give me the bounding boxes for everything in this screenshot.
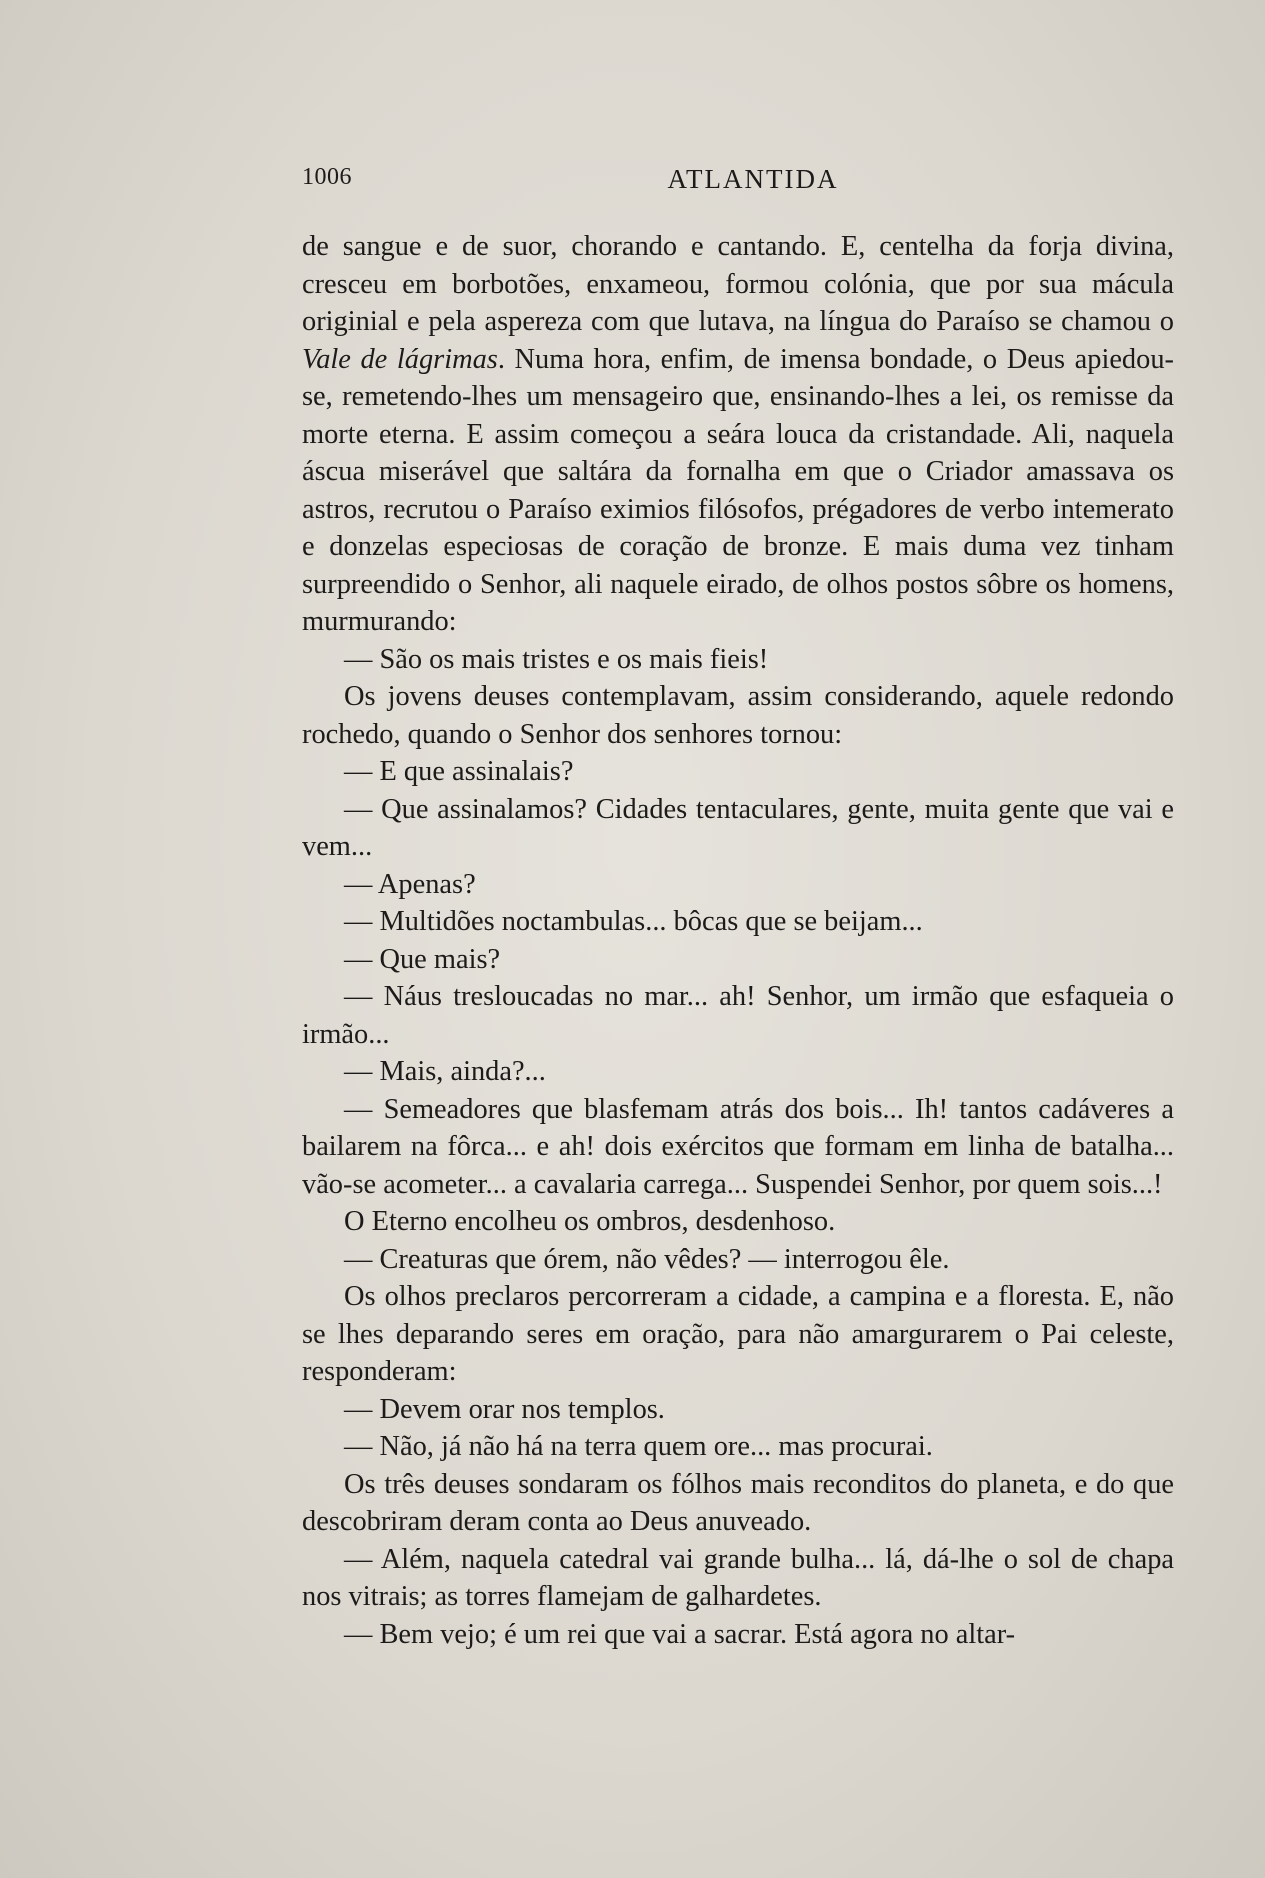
paragraph: O Eterno encolheu os ombros, desdenhoso. <box>344 1206 836 1237</box>
page-header <box>302 164 1164 204</box>
paragraph: Os olhos preclaros percorreram a cidade, a campina e a floresta. E, não se lhes deparando seres em oração, para não amargurarem o Pai celeste, responderam: <box>302 1281 1174 1387</box>
paragraph: Os jovens deuses contemplavam, assim considerando, aquele redondo rochedo, quando o Senhor dos senhores tornou: <box>302 681 1174 750</box>
dialogue-line: — Creaturas que órem, não vêdes? — interrogou êle. <box>344 1243 950 1275</box>
dialogue-line: — Multidões noctambulas... bôcas que se beijam... <box>344 906 923 937</box>
dialogue-line: — Náus tresloucadas no mar... ah! Senhor, um irmão que esfaqueia o irmão... <box>302 981 1174 1050</box>
italic-phrase: Vale de lágrimas <box>302 343 498 375</box>
running-title: ATLANTIDA <box>667 164 839 194</box>
dialogue-line: — Que mais? <box>344 943 501 975</box>
page-number: 1006 <box>302 164 352 190</box>
dialogue-line: — Além, naquela catedral vai grande bulha... lá, dá-lhe o sol de chapa nos vitrais; as torres flamejam de galhardetes. <box>302 1543 1174 1612</box>
dialogue-line: — E que assinalais? <box>344 756 574 787</box>
dialogue-line: — Não, já não há na terra quem ore... mas procurai. <box>344 1431 933 1462</box>
dialogue-line: — Semeadores que blasfemam atrás dos bois... Ih! tantos cadáveres a bailarem na fôrca... e ah! dois exércitos que formam em linha de batalha... vão-se acometer... a cavalaria carrega... Suspendei Senhor, por quem sois...! <box>302 1093 1174 1200</box>
dialogue-line: — São os mais tristes e os mais fieis! <box>344 643 769 675</box>
paragraph: de sangue e de suor, chorando e cantando. E, centelha da forja divina, cresceu em borbotões, enxameou, formou colónia, que por sua mácula originial e pela aspereza com que lutava, na língua do Paraíso se chamou o Vale de lágrimas. Numa hora, enfim, de imensa bondade, o Deus apiedou-se, remetendo-lhes um mensageiro que, ensinando-lhes a lei, os remisse da morte eterna. E assim começou a seára louca da cristandade. Ali, naquela áscua miserável que saltára da fornalha em que o Criador amassava os astros, recrutou o Paraíso eximios filósofos, prégadores de verbo intemerato e donzelas especiosas de coração de bronze. E mais duma vez tinham surpreendido o Senhor, ali naquele eirado, de olhos postos sôbre os homens, murmurando: <box>302 231 1174 637</box>
paragraph: Os três deuses sondaram os fólhos mais reconditos do planeta, e do que descobriram deram conta ao Deus anuveado. <box>302 1468 1174 1537</box>
dialogue-line: — Apenas? <box>344 868 476 900</box>
dialogue-line: — Devem orar nos templos. <box>344 1393 665 1425</box>
body-text <box>302 228 1174 1653</box>
dialogue-line: — Que assinalamos? Cidades tentaculares, gente, muita gente que vai e vem... <box>302 793 1174 862</box>
dialogue-line: — Bem vejo; é um rei que vai a sacrar. Está agora no altar- <box>344 1618 1016 1650</box>
dialogue-line: — Mais, ainda?... <box>344 1056 546 1087</box>
